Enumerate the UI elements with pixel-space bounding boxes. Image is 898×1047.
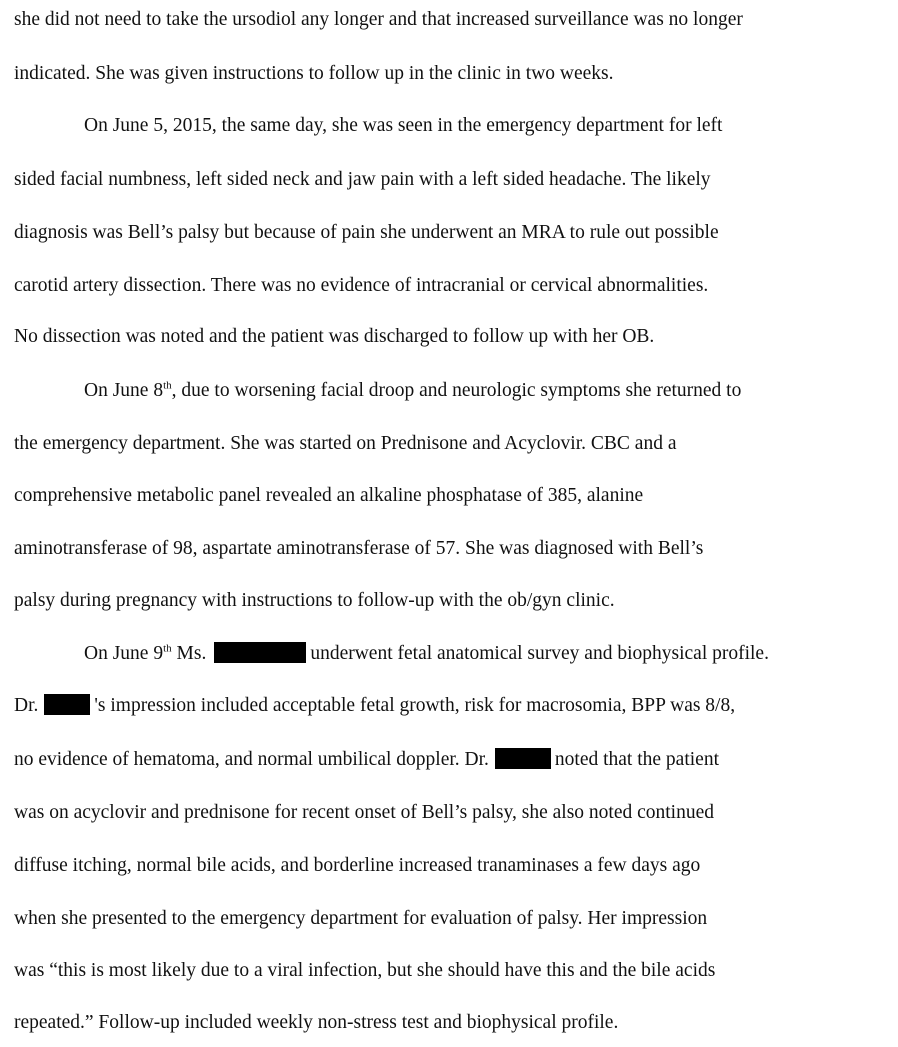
- text-line: On June 5, 2015, the same day, she was seen in the emergency department for left: [84, 115, 723, 136]
- text-line: she did not need to take the ursodiol any longer and that increased surveillance was no longer: [14, 9, 743, 30]
- text-span: On June 9: [84, 643, 164, 664]
- text-line: sided facial numbness, left sided neck and jaw pain with a left sided headache. The likely: [14, 169, 711, 190]
- text-line: was “this is most likely due to a viral infection, but she should have this and the bile acids: [14, 960, 716, 981]
- text-line-hematoma: [14, 748, 719, 772]
- text-line: diffuse itching, normal bile acids, and borderline increased tranaminases a few days ago: [14, 855, 701, 876]
- ordinal-suffix: th: [163, 642, 172, 655]
- redaction-box: [44, 694, 90, 715]
- text-span: no evidence of hematoma, and normal umbilical doppler. Dr.: [14, 749, 489, 770]
- text-span: Ms.: [171, 643, 207, 664]
- text-span: , due to worsening facial droop and neurologic symptoms she returned to: [171, 380, 742, 401]
- text-line: when she presented to the emergency department for evaluation of palsy. Her impression: [14, 908, 708, 929]
- text-span: underwent fetal anatomical survey and biophysical profile.: [310, 643, 769, 664]
- text-line: aminotransferase of 98, aspartate aminotransferase of 57. She was diagnosed with Bell’s: [14, 538, 704, 559]
- text-line: comprehensive metabolic panel revealed an alkaline phosphatase of 385, alanine: [14, 485, 644, 506]
- text-span: 's impression included acceptable fetal growth, risk for macrosomia, BPP was 8/8,: [94, 695, 736, 716]
- text-line: palsy during pregnancy with instructions to follow-up with the ob/gyn clinic.: [14, 590, 615, 611]
- text-span: On June 8: [84, 380, 164, 401]
- text-span: Dr.: [14, 695, 39, 716]
- text-line: the emergency department. She was started on Prednisone and Acyclovir. CBC and a: [14, 433, 677, 454]
- text-line: was on acyclovir and prednisone for recent onset of Bell’s palsy, she also noted continued: [14, 802, 715, 823]
- ordinal-suffix: th: [163, 379, 172, 392]
- text-line: indicated. She was given instructions to follow up in the clinic in two weeks.: [14, 63, 614, 84]
- redaction-box: [214, 642, 306, 663]
- text-line: repeated.” Follow-up included weekly non-stress test and biophysical profile.: [14, 1012, 619, 1033]
- text-line-dr: [14, 694, 735, 718]
- text-line: carotid artery dissection. There was no evidence of intracranial or cervical abnormalities.: [14, 275, 709, 296]
- text-line: diagnosis was Bell’s palsy but because of pain she underwent an MRA to rule out possible: [14, 222, 719, 243]
- text-line: No dissection was noted and the patient was discharged to follow up with her OB.: [14, 326, 655, 347]
- text-line-june-8: [84, 379, 741, 403]
- redaction-box: [495, 748, 551, 769]
- text-line-june-9: [84, 642, 769, 666]
- text-span: noted that the patient: [554, 749, 719, 770]
